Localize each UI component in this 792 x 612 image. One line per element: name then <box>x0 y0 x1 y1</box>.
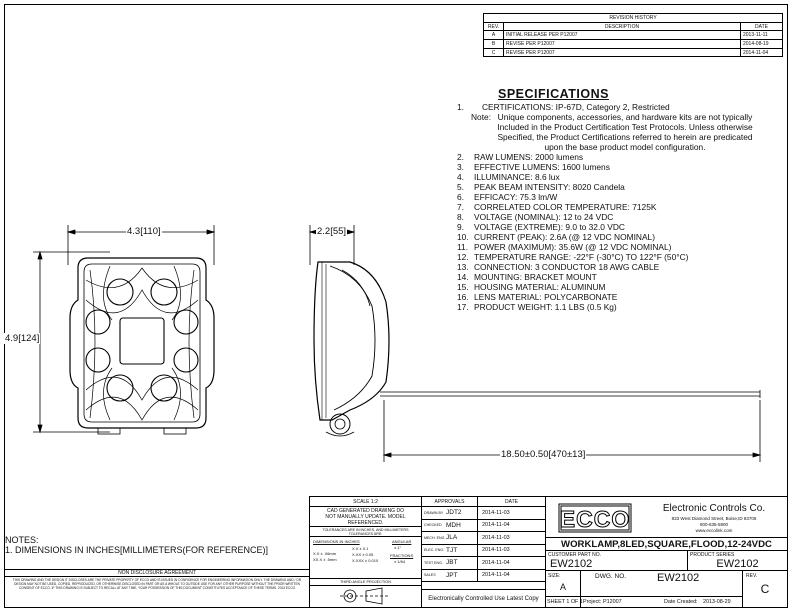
tolerance-value: X.XXX ± 0.010 <box>352 558 379 563</box>
lens-lattice <box>86 266 198 420</box>
spec-number: 16. <box>457 292 469 302</box>
led-icon <box>86 348 110 372</box>
sheet-info-row <box>545 596 743 608</box>
spec-number: 2. <box>457 152 464 162</box>
specifications-title: SPECIFICATIONS <box>498 87 609 101</box>
revision-cell: 2014-11-04 <box>741 48 783 57</box>
size-label: SIZE: <box>548 573 561 579</box>
mount-foot <box>164 428 186 434</box>
tolerance-note: TOLERANCES ARE IN INCHES, AND MILLIMETERS TOLERANCES ARE: <box>310 527 421 537</box>
spec-number: 13. <box>457 262 469 272</box>
date-created: 2013-08-29 <box>703 599 731 605</box>
size-block <box>545 570 581 597</box>
revision-header-date: DATE <box>741 22 783 31</box>
spec-text: VOLTAGE (NOMINAL): 12 to 24 VDC <box>474 212 614 222</box>
sheet-number: SHEET 1 OF 1 <box>547 599 583 605</box>
revision-cell: REVISE PER P12007 <box>504 40 741 49</box>
led-icon <box>86 310 110 334</box>
tolerance-value: X.XX ± 0.05 <box>352 552 374 557</box>
spec-number: 14. <box>457 272 469 282</box>
company-name: Electronic Controls Co. <box>662 503 766 514</box>
tolerance-value: ± 1/64 <box>394 559 406 564</box>
revision-title: REVISION HISTORY <box>484 14 783 23</box>
spec-text: ILLUMINANCE: 8.6 lux <box>474 172 560 182</box>
customer-part-label: CUSTOMER PART NO. <box>548 552 601 558</box>
product-series: EW2102 <box>716 558 759 570</box>
company-web: www.eccolink.com <box>695 528 733 533</box>
nda-text: THIS DRAWING AND THE DESIGN IT DISCLOSES ARE THE PRIVATE PROPERTY OF ECCO AND IS ISSUED IN CONFIDENCE FOR ENGINEERING INFORMATION ONLY. THE DRAWING AND / OR DESIGN MAY NOT BE USED, COPIED, REPRODUCED, OR OTHERWISE DISCLOSED IN PART OR AS A WHOLE TO OUTSIDE USE FOR ANY OTHER PURPOSE WITHOUT THE PRIOR WRITTEN CONSENT OF ECCO. IF THIS DRAWING IS SUBJECT TO RECALL AT ANY TIME, YOUR POSSESSION OF THIS DOCUMENT CONSTITUTES ACCEPTANCE OF THESE TERMS. 2013 ECCO <box>4 576 310 608</box>
approval-name: JDT2 <box>446 509 462 517</box>
nda-title: NON DISCLOSURE AGREEMENT <box>118 570 196 576</box>
revision-cell: 2014-08-19 <box>741 40 783 49</box>
revision-cell: 2013-11-11 <box>741 31 783 40</box>
spec-number: 10. <box>457 232 469 242</box>
approval-date: 2014-11-04 <box>482 559 510 566</box>
height-dimension: 4.9[124] <box>5 333 40 344</box>
revision-header-rev: REV. <box>484 22 504 31</box>
arrow-icon <box>753 453 760 457</box>
scale-label: SCALE 1:2 <box>310 497 421 507</box>
approval-name: TJT <box>446 546 458 554</box>
lamp-side-contour <box>342 270 370 306</box>
approval-date: 2014-11-04 <box>482 572 510 579</box>
approvals-header: APPROVALS <box>422 497 478 506</box>
product-series-label: PRODUCT SERIES <box>690 552 735 558</box>
mount-foot <box>98 428 120 434</box>
approval-name: MDH <box>446 521 461 529</box>
company-block <box>545 496 788 538</box>
spec-number: 1. <box>457 102 464 112</box>
lamp-front-bezel <box>84 264 200 422</box>
spec-number: 4. <box>457 172 464 182</box>
arrow-icon <box>347 230 354 234</box>
approval-row <box>422 520 545 533</box>
led-icon <box>107 375 133 401</box>
tolerance-value: XX.X ± .5mm <box>313 557 337 562</box>
spec-text: CORRELATED COLOR TEMPERATURE: 7125K <box>474 202 657 212</box>
spec-number: 9. <box>457 222 464 232</box>
project-label: Project: <box>583 599 602 605</box>
spec-number: 6. <box>457 192 464 202</box>
spec-text: EFFECTIVE LUMENS: 1600 lumens <box>474 162 610 172</box>
spec-note-label: Note: <box>471 112 492 122</box>
spec-number: 15. <box>457 282 469 292</box>
spec-number: 12. <box>457 252 469 262</box>
approval-role: MECH. ENG. <box>424 535 446 540</box>
width-dimension: 4.3[110] <box>127 226 161 237</box>
bracket-bolt-icon <box>335 419 345 429</box>
arrow-icon <box>38 252 42 259</box>
approval-row <box>422 507 545 520</box>
spec-number: 3. <box>457 162 464 172</box>
revision-block <box>742 570 788 608</box>
company-phone: 800-635-5900 <box>699 522 729 527</box>
revision-cell: C <box>484 48 504 57</box>
notes-title: NOTES: <box>5 535 39 545</box>
approval-role: DRAWN BY <box>424 510 444 515</box>
approval-date: 2014-11-04 <box>482 522 510 529</box>
arrow-icon <box>384 453 391 457</box>
arrow-icon <box>207 230 214 234</box>
revision-cell: B <box>484 40 504 49</box>
spec-text: TEMPERATURE RANGE: -22°F (-30°C) TO 122°F (50°C) <box>474 252 689 262</box>
angular-label: ANGULAR <box>392 539 412 544</box>
logo-text: ECCO <box>559 506 631 532</box>
spec-text: CONNECTION: 3 CONDUCTOR 18 AWG CABLE <box>474 262 660 272</box>
tolerance-block <box>309 496 422 608</box>
spec-text: HOUSING MATERIAL: ALUMINUM <box>474 282 606 292</box>
spec-number: 11. <box>457 242 469 252</box>
spec-number: 17. <box>457 302 469 312</box>
led-icon <box>174 348 198 372</box>
tolerance-value: X.X ± .06mm <box>313 551 337 556</box>
spec-text: CERTIFICATIONS: IP-67D, Category 2, Restricted <box>482 102 670 112</box>
lamp-side-outline <box>314 262 389 420</box>
approval-row <box>422 532 545 545</box>
spec-text: VOLTAGE (EXTREME): 9.0 to 32.0 VDC <box>474 222 625 232</box>
center-label-plate <box>120 318 164 364</box>
approval-role: SALES <box>424 573 436 578</box>
approval-date: 2014-11-03 <box>482 534 510 541</box>
led-icon <box>151 375 177 401</box>
spec-text: POWER (MAXIMUM): 35.6W (@ 12 VDC NOMINAL) <box>474 242 672 252</box>
approval-name: JBT <box>446 559 458 567</box>
customer-part-number: EW2102 <box>550 558 593 570</box>
project-number: P12007 <box>603 599 622 605</box>
spec-text: CURRENT (PEAK): 2.6A (@ 12 VDC NOMINAL) <box>474 232 656 242</box>
approval-row <box>422 570 545 583</box>
product-title: WORKLAMP,8LED,SQUARE,FLOOD,12-24VDC <box>545 537 788 551</box>
lamp-side-contour <box>330 266 375 410</box>
approval-row <box>422 545 545 558</box>
spec-number: 7. <box>457 202 464 212</box>
rev-label: REV. <box>746 573 758 579</box>
arrow-icon <box>38 425 42 432</box>
approval-row <box>422 557 545 570</box>
spec-number: 5. <box>457 182 464 192</box>
date-created-label: Date Created: <box>664 599 698 605</box>
size-value: A <box>559 582 566 592</box>
company-address: 833 West Diamond Street, Boise,ID 83705 <box>671 516 757 521</box>
cable-length-dimension: 18.50±0.50[470±13] <box>501 449 586 460</box>
approval-role: CHECKED <box>424 523 442 528</box>
approval-role: ELEC. ENG. <box>424 548 445 553</box>
dimensions-label: DIMENSIONS IN INCHES <box>313 539 360 544</box>
bracket-knob <box>330 414 350 434</box>
date-header: DATE <box>505 498 518 505</box>
spec-text: EFFICACY: 75.3 lm/W <box>474 192 558 202</box>
tolerance-values <box>310 537 421 579</box>
arrow-icon <box>68 230 75 234</box>
spec-text: RAW LUMENS: 2000 lumens <box>474 152 584 162</box>
led-icon <box>107 279 133 305</box>
customer-part-block <box>545 550 688 571</box>
cad-note: CAD GENERATED DRAWING DO NOT MANUALLY UPDATE. MODEL REFERENCED. <box>310 507 421 527</box>
revision-cell: INITIAL RELEASE PER P12007 <box>504 31 741 40</box>
third-angle-projection-icon <box>310 586 421 606</box>
approval-date: 2014-11-03 <box>482 509 510 516</box>
spec-text: LENS MATERIAL: POLYCARBONATE <box>474 292 618 302</box>
led-icon <box>151 279 177 305</box>
led-icon <box>174 310 198 334</box>
revision-header-desc: DESCRIPTION <box>504 22 741 31</box>
spec-text: PRODUCT WEIGHT: 1.1 LBS (0.5 Kg) <box>474 302 617 312</box>
drawing-number-label: DWG. NO. <box>595 573 627 580</box>
approval-name: JPT <box>446 571 458 579</box>
tolerance-value: X.X ± 0.1 <box>352 546 369 551</box>
notes-line: 1. DIMENSIONS IN INCHES[MILLIMETERS(FOR REFERENCE)] <box>5 545 269 555</box>
approval-name: JLA <box>446 534 458 542</box>
spec-number: 8. <box>457 212 464 222</box>
spec-note-text: Unique components, accessories, and hardware kits are not typically Included in the Product Certification Test Protocols. Unless otherwise Specified, the Product Certifications referred to herein are predicated upon the base product model configuration. <box>497 112 753 152</box>
approval-role: TEST ENG. <box>424 560 443 565</box>
drawing-number-block <box>580 570 743 597</box>
spec-text: PEAK BEAM INTENSITY: 8020 Candela <box>474 182 625 192</box>
projection-label: THIRD ANGLE PROJECTION <box>310 579 421 586</box>
controlled-note: Electronically Controlled Use Latest Copy <box>421 589 546 608</box>
ecco-logo-icon <box>558 503 632 533</box>
rev-value: C <box>760 582 770 596</box>
spec-text: MOUNTING: BRACKET MOUNT <box>474 272 597 282</box>
fractions-label: FRACTIONS <box>390 553 414 558</box>
revision-cell: A <box>484 31 504 40</box>
tolerance-value: ± 1° <box>394 545 402 550</box>
notes <box>5 535 268 555</box>
drawing-number: EW2102 <box>657 572 700 584</box>
product-series-block <box>687 550 788 571</box>
depth-dimension: 2.2[55] <box>317 226 347 237</box>
revision-cell: REVISE PER P12007 <box>504 48 741 57</box>
approval-date: 2014-11-03 <box>482 547 510 554</box>
